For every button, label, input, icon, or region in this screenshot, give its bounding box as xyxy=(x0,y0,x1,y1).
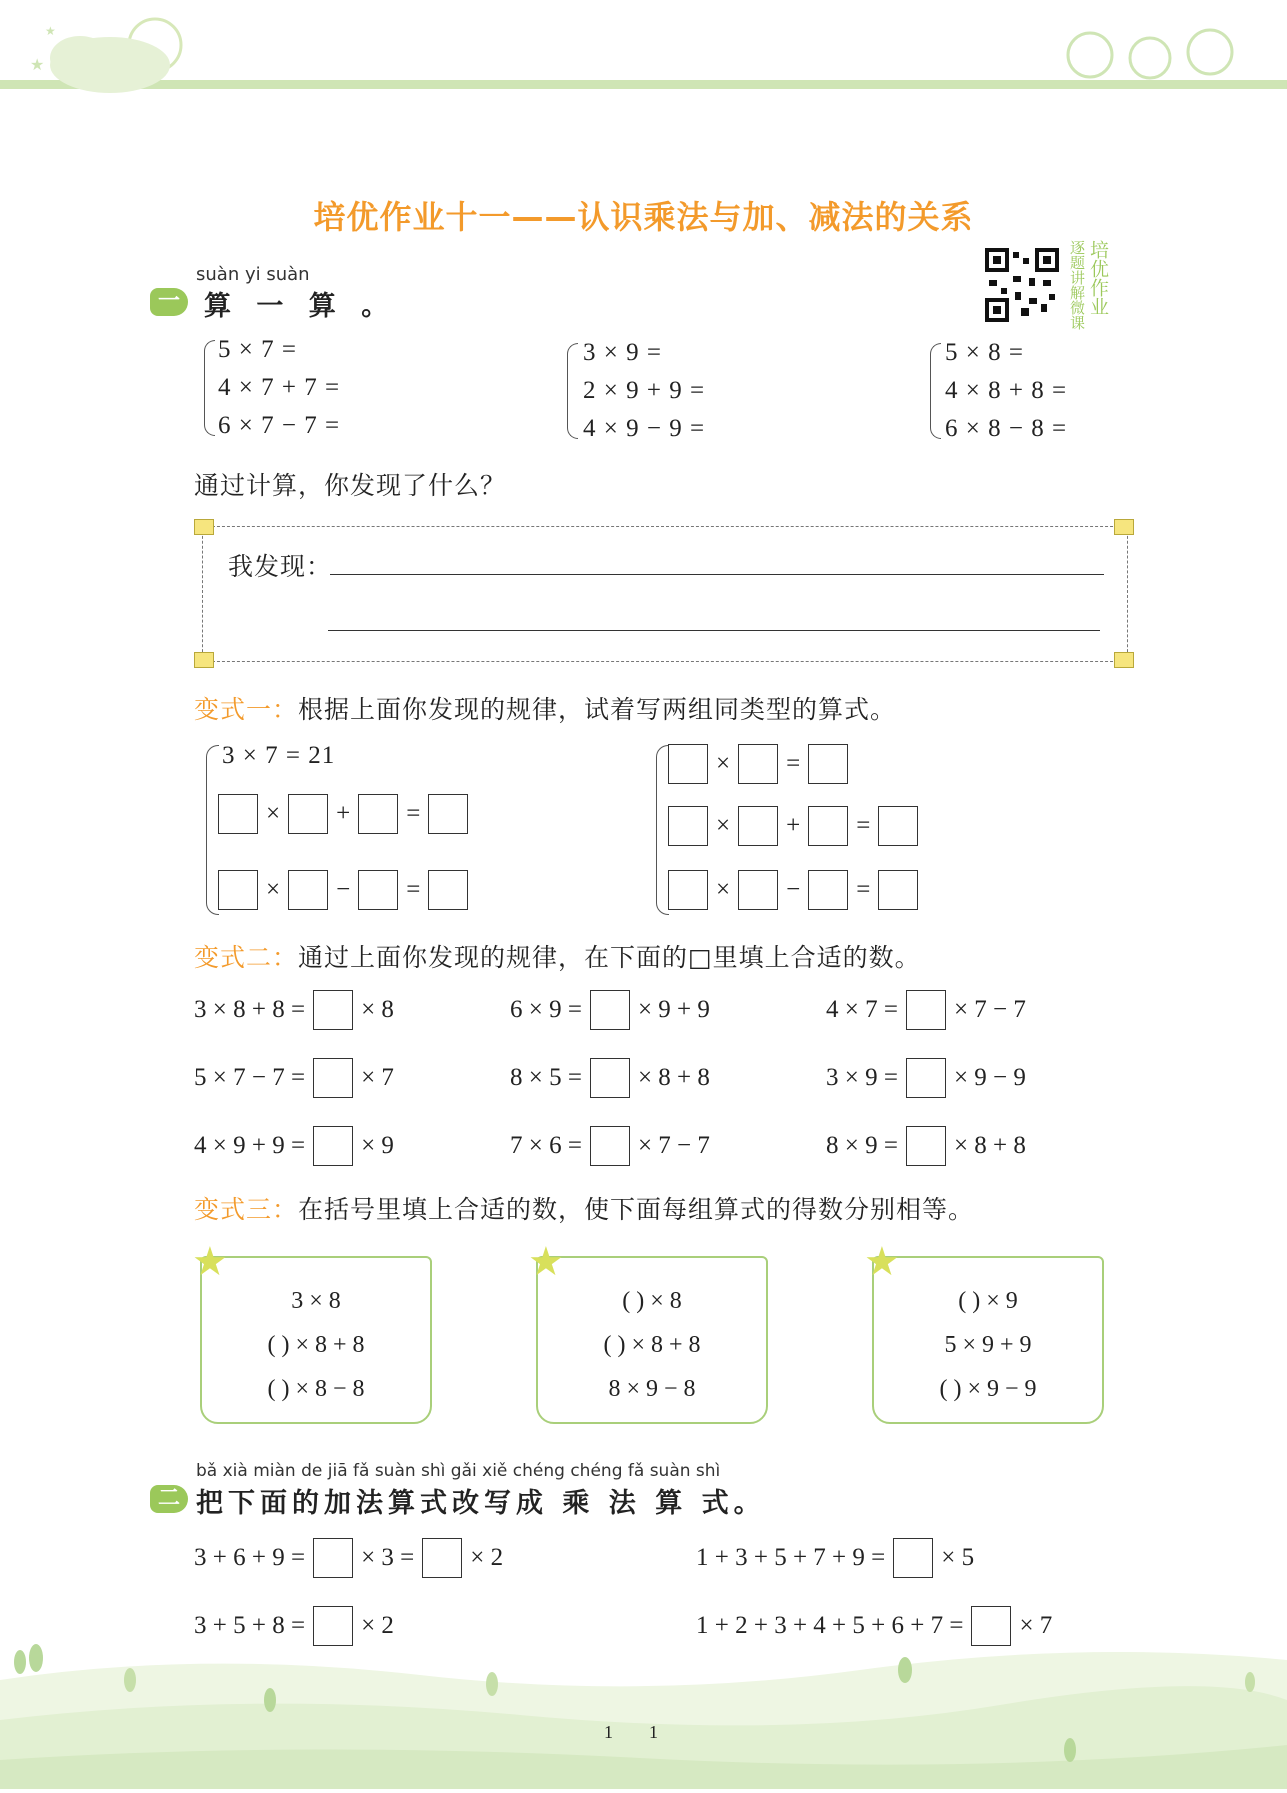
answer-box[interactable] xyxy=(808,870,848,910)
group1-eq1: 5 × 7 = xyxy=(218,336,297,363)
op-equals: = xyxy=(406,800,421,827)
answer-box[interactable] xyxy=(288,870,328,910)
section2-heading: 把下面的加法算式改写成 乘 法 算 式。 xyxy=(196,1488,766,1519)
discover-box xyxy=(202,526,1128,662)
group2-eq2: 2 × 9 + 9 = xyxy=(583,377,706,404)
variant1-right-row1 xyxy=(668,744,848,784)
answer-box[interactable] xyxy=(428,870,468,910)
op-times: × xyxy=(266,800,281,827)
equation-right: × 7 − 7 xyxy=(637,1132,710,1159)
card-line: 5 × 9 + 9 xyxy=(944,1332,1032,1358)
answer-box[interactable] xyxy=(313,990,353,1030)
qr-caption-line2: 培优作业 xyxy=(1087,240,1109,316)
equation-left: 5 × 7 − 7 = xyxy=(194,1064,306,1091)
header-art xyxy=(0,0,1287,110)
answer-box[interactable] xyxy=(590,990,630,1030)
answer-box[interactable] xyxy=(428,794,468,834)
card-line[interactable]: ( ) × 9 − 9 xyxy=(939,1376,1037,1402)
answer-box[interactable] xyxy=(808,744,848,784)
variant1-left-row2 xyxy=(218,794,468,834)
equation-right: × 2 xyxy=(361,1612,394,1639)
equation-right: × 7 − 7 xyxy=(953,996,1026,1023)
variant3-card-2 xyxy=(528,1239,768,1424)
equation-left: 3 + 6 + 9 = xyxy=(194,1544,306,1571)
variant2-item xyxy=(510,1058,710,1098)
section2-pinyin: bǎ xià miàn de jiā fǎ suàn shì gǎi xiě chéng chéng fǎ suàn shì xyxy=(196,1461,721,1481)
answer-box[interactable] xyxy=(738,870,778,910)
answer-box[interactable] xyxy=(590,1126,630,1166)
section2-badge: 二 xyxy=(150,1485,188,1513)
equation-right: × 8 + 8 xyxy=(637,1064,710,1091)
variant3-card-1 xyxy=(192,1239,432,1424)
equation-right: × 9 + 9 xyxy=(637,996,710,1023)
equation-right: × 7 xyxy=(361,1064,394,1091)
answer-box[interactable] xyxy=(668,806,708,846)
card-line: 8 × 9 − 8 xyxy=(608,1376,696,1402)
equation-right: × 9 − 9 xyxy=(953,1064,1026,1091)
equation-right: × 8 xyxy=(361,996,394,1023)
variant1-label: 变式一： xyxy=(194,695,299,724)
equation-left: 1 + 2 + 3 + 4 + 5 + 6 + 7 = xyxy=(696,1612,964,1639)
card-line[interactable]: ( ) × 8 + 8 xyxy=(603,1332,701,1358)
op-equals: = xyxy=(786,750,801,777)
discover-corner-bl xyxy=(194,652,214,668)
brace-group-1 xyxy=(204,340,215,436)
discover-answer-line-1[interactable] xyxy=(330,574,1104,575)
svg-text:★: ★ xyxy=(30,55,45,74)
variant3-text: 在括号里填上合适的数，使下面每组算式的得数分别相等。 xyxy=(298,1195,975,1224)
answer-box[interactable] xyxy=(893,1538,933,1578)
op-equals: = xyxy=(406,876,421,903)
variant2-item xyxy=(194,1058,394,1098)
answer-box[interactable] xyxy=(358,870,398,910)
variant1-left-row3 xyxy=(218,870,468,910)
qr-caption-line1: 逐题讲解微课 xyxy=(1068,240,1086,330)
equation-right: × 9 xyxy=(361,1132,394,1159)
variant2-item xyxy=(826,1126,1026,1166)
group3-eq1: 5 × 8 = xyxy=(945,339,1024,366)
variant2-label: 变式二： xyxy=(194,943,299,972)
op-times: × xyxy=(716,876,731,903)
section2-item-1 xyxy=(194,1538,503,1578)
page-number: 1 1 xyxy=(604,1722,658,1742)
equation-left: 4 × 9 + 9 = xyxy=(194,1132,306,1159)
variant2-item xyxy=(826,1058,1026,1098)
group3-eq2: 4 × 8 + 8 = xyxy=(945,377,1068,404)
star-icon: ★ xyxy=(528,1239,564,1285)
qr-code xyxy=(985,248,1059,322)
group1-eq3: 6 × 7 − 7 = xyxy=(218,412,341,439)
answer-box[interactable] xyxy=(906,990,946,1030)
answer-box[interactable] xyxy=(590,1058,630,1098)
op-minus: − xyxy=(336,876,351,903)
answer-box[interactable] xyxy=(218,794,258,834)
section1-badge: 一 xyxy=(150,288,188,316)
group3-eq3: 6 × 8 − 8 = xyxy=(945,415,1068,442)
top-decoration xyxy=(0,0,1287,110)
equation-left: 8 × 9 = xyxy=(826,1132,898,1159)
hills-art xyxy=(0,1640,1287,1789)
discover-corner-tr xyxy=(1114,519,1134,535)
variant1-example: 3 × 7 = 21 xyxy=(222,742,336,769)
card-line: 3 × 8 xyxy=(291,1288,341,1314)
star-icon: ★ xyxy=(192,1239,228,1285)
equation-middle: × 3 = xyxy=(361,1544,415,1571)
answer-box[interactable] xyxy=(313,1126,353,1166)
card-line[interactable]: ( ) × 8 xyxy=(622,1288,682,1314)
answer-box[interactable] xyxy=(738,744,778,784)
section1-question: 通过计算，你发现了什么？ xyxy=(194,471,507,500)
equation-left: 3 + 5 + 8 = xyxy=(194,1612,306,1639)
answer-box[interactable] xyxy=(738,806,778,846)
group1-eq2: 4 × 7 + 7 = xyxy=(218,374,341,401)
answer-box[interactable] xyxy=(313,1058,353,1098)
discover-corner-br xyxy=(1114,652,1134,668)
equation-right: × 2 xyxy=(470,1544,504,1571)
bottom-decoration xyxy=(0,1640,1287,1789)
equation-left: 1 + 3 + 5 + 7 + 9 = xyxy=(696,1544,886,1571)
answer-box[interactable] xyxy=(878,806,918,846)
group2-eq1: 3 × 9 = xyxy=(583,339,662,366)
variant2-item xyxy=(194,1126,394,1166)
variant2-item xyxy=(510,1126,710,1166)
variant2-instruction xyxy=(194,938,921,974)
variant3-card-3 xyxy=(864,1239,1104,1424)
equation-right: × 8 + 8 xyxy=(953,1132,1026,1159)
variant3-instruction xyxy=(194,1190,974,1226)
equation-left: 3 × 8 + 8 = xyxy=(194,996,306,1023)
variant1-right-row3 xyxy=(668,870,918,910)
variant1-right-row2 xyxy=(668,806,918,846)
discover-label: 我发现： xyxy=(228,552,333,581)
star-icon: ★ xyxy=(864,1239,900,1285)
card-line[interactable]: ( ) × 8 + 8 xyxy=(267,1332,365,1358)
variant2-item xyxy=(826,990,1026,1030)
variant1-text: 根据上面你发现的规律，试着写两组同类型的算式。 xyxy=(298,695,897,724)
variant2-item xyxy=(194,990,394,1030)
equation-left: 6 × 9 = xyxy=(510,996,582,1023)
op-plus: + xyxy=(786,812,801,839)
variant2-item xyxy=(510,990,710,1030)
answer-box[interactable] xyxy=(422,1538,462,1578)
op-times: × xyxy=(266,876,281,903)
op-times: × xyxy=(716,812,731,839)
equation-right: × 7 xyxy=(1019,1612,1053,1639)
answer-box[interactable] xyxy=(358,794,398,834)
card-line[interactable]: ( ) × 8 − 8 xyxy=(267,1376,365,1402)
discover-corner-tl xyxy=(194,519,214,535)
equation-left: 8 × 5 = xyxy=(510,1064,582,1091)
brace-group-3 xyxy=(930,343,941,439)
answer-box[interactable] xyxy=(808,806,848,846)
discover-answer-line-2[interactable] xyxy=(328,630,1100,631)
op-plus: + xyxy=(336,800,351,827)
answer-box[interactable] xyxy=(878,870,918,910)
card-line[interactable]: ( ) × 9 xyxy=(958,1288,1018,1314)
op-equals: = xyxy=(856,876,871,903)
group2-eq3: 4 × 9 − 9 = xyxy=(583,415,706,442)
equation-left: 7 × 6 = xyxy=(510,1132,582,1159)
op-times: × xyxy=(716,750,731,777)
variant1-instruction xyxy=(194,690,896,726)
answer-box[interactable] xyxy=(906,1126,946,1166)
answer-box[interactable] xyxy=(288,794,328,834)
answer-box[interactable] xyxy=(313,1538,353,1578)
op-equals: = xyxy=(856,812,871,839)
equation-right: × 5 xyxy=(941,1544,975,1571)
brace-group-2 xyxy=(567,343,578,439)
answer-box[interactable] xyxy=(668,744,708,784)
svg-text:★: ★ xyxy=(45,24,56,38)
equation-left: 4 × 7 = xyxy=(826,996,898,1023)
answer-box[interactable] xyxy=(906,1058,946,1098)
answer-box[interactable] xyxy=(218,870,258,910)
variant3-label: 变式三： xyxy=(194,1195,299,1224)
qr-code-icon xyxy=(985,248,1059,322)
op-minus: − xyxy=(786,876,801,903)
section2-item-2 xyxy=(696,1538,974,1578)
variant2-text: 通过上面你发现的规律，在下面的□里填上合适的数。 xyxy=(298,943,921,972)
section1-heading: 算 一 算 。 xyxy=(204,291,397,322)
answer-box[interactable] xyxy=(668,870,708,910)
section1-pinyin: suàn yi suàn xyxy=(196,264,310,285)
qr-caption xyxy=(1068,240,1108,336)
equation-left: 3 × 9 = xyxy=(826,1064,898,1091)
page-title: 培优作业十一——认识乘法与加、减法的关系 xyxy=(313,198,974,236)
